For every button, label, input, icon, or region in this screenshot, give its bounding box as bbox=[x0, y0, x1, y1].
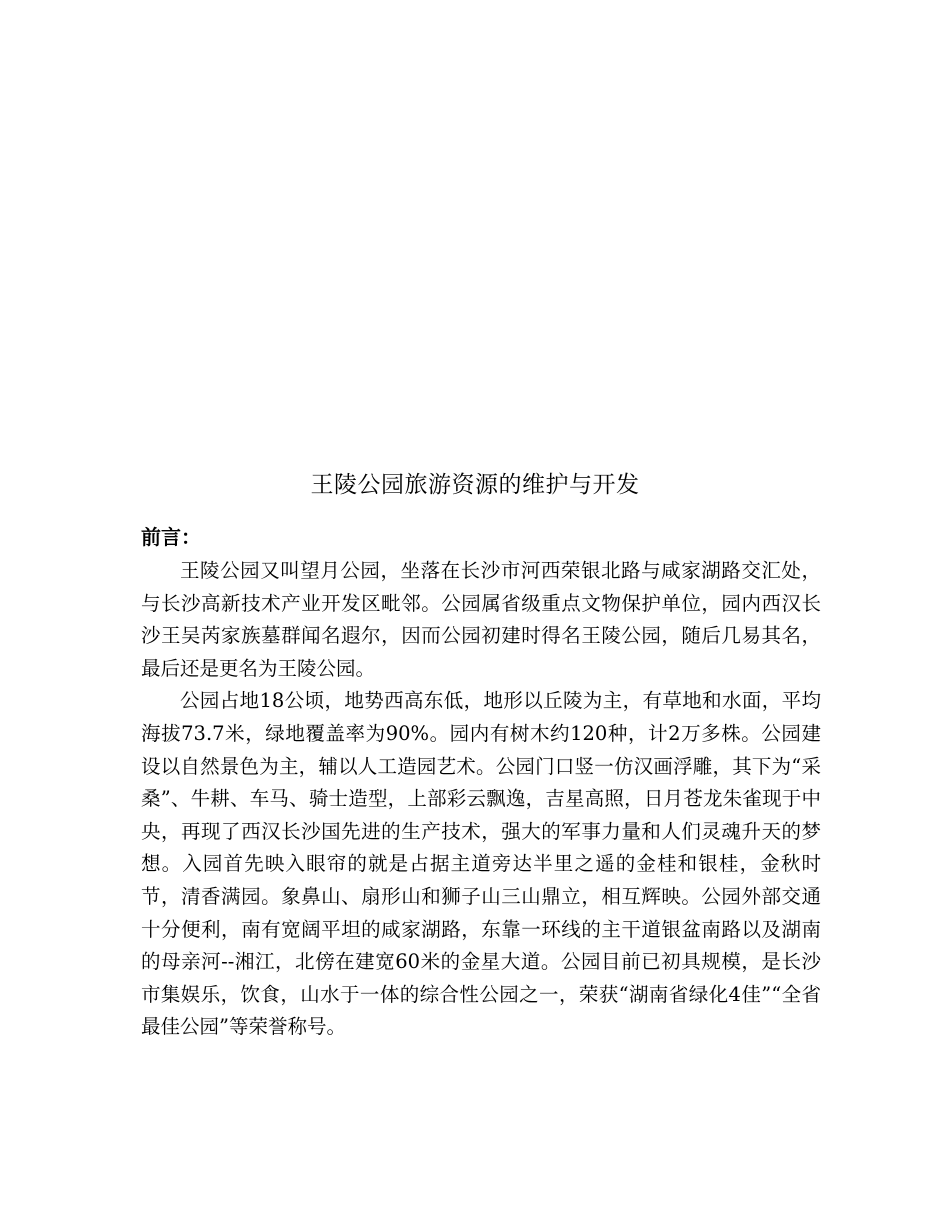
document-title: 王陵公园旅游资源的维护与开发 bbox=[310, 472, 640, 498]
document-body bbox=[141, 555, 821, 1044]
paragraph-description: 公园占地18公顷，地势西高东低，地形以丘陵为主，有草地和水面，平均海拔73.7米，绿地覆盖率为90%。园内有树木约120种，计2万多株。公园建设以自然景色为主，辅以人工造园艺术。公园门口竖一仿汉画浮雕，其下为“采桑”、牛耕、车马、骑士造型，上部彩云飘逸，吉星高照，日月苍龙朱雀现于中央，再现了西汉长沙国先进的生产技术，强大的军事力量和人们灵魂升天的梦想。入园首先映入眼帘的就是占据主道旁达半里之遥的金桂和银桂，金秋时节，清香满园。象鼻山、扇形山和狮子山三山鼎立，相互辉映。公园外部交通十分便利，南有宽阔平坦的咸家湖路，东靠一环线的主干道银盆南路以及湖南的母亲河--湘江，北傍在建宽60米的金星大道。公园目前已初具规模，是长沙市集娱乐，饮食，山水于一体的综合性公园之一，荣获“湖南省绿化4佳”“全省最佳公园”等荣誉称号。 bbox=[141, 689, 821, 1039]
paragraph-intro: 王陵公园又叫望月公园，坐落在长沙市河西荣银北路与咸家湖路交汇处，与长沙高新技术产业开发区毗邻。公园属省级重点文物保护单位，园内西汉长沙王吴芮家族墓群闻名遐尔，因而公园初建时得名王陵公园，随后几易其名，最后还是更名为王陵公园。 bbox=[141, 559, 821, 680]
section-heading-preface: 前言： bbox=[141, 525, 201, 549]
